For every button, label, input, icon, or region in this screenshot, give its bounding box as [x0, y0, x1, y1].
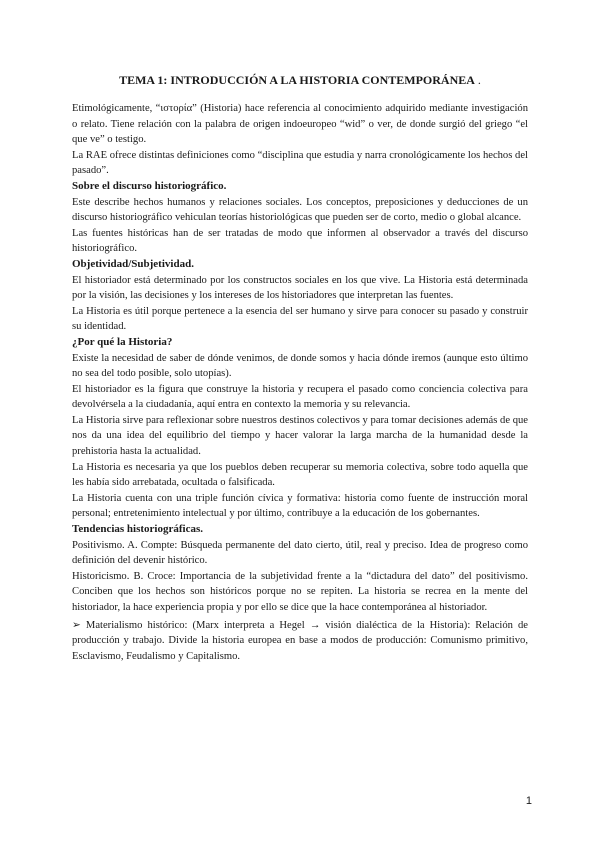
page-number: 1: [525, 795, 532, 807]
porque-paragraph-5: La Historia cuenta con una triple función cívica y formativa: historia como fuente de instrucción moral personal; entretenimiento intelectual y por último, contribuye a la educación de los gobernantes.: [72, 492, 528, 520]
porque-paragraph-3: La Historia sirve para reflexionar sobre nuestros destinos colectivos y para tomar decisiones además de que nos da una idea del equilibrio del tiempo y hacer valorar la larga marcha de la humanidad desde la prehistoria hasta la actualidad.: [72, 414, 528, 458]
discurso-paragraph-2: Las fuentes históricas han de ser tratadas de modo que informen al observador a través del discurso historiográfico.: [72, 227, 528, 255]
intro-paragraph-2: La RAE ofrece distintas definiciones como “disciplina que estudia y narra cronológicamente los hechos del pasado”.: [72, 149, 528, 177]
tendencias-paragraph-positivismo: Positivismo. A. Compte: Búsqueda permanente del dato cierto, útil, real y preciso. Idea de progreso como definición del devenir histórico.: [72, 539, 528, 567]
intro-paragraph-1: Etimológicamente, “ιστορία” (Historia) hace referencia al conocimiento adquirido mediante investigación o relato. Tiene relación con la palabra de origen indoeuropeo “wid” o ver, de donde surgió del griego “el que ve” o testigo.: [72, 103, 528, 146]
tendencias-paragraph-materialismo: ➢ Materialismo histórico: (Marx interpreta a Hegel → visión dialéctica de la Historia): Relación de producción y trabajo. Divide la historia europea en base a modos de producción: Comunismo primitivo, Esclavismo, Feudalismo y Capitalismo.: [72, 619, 528, 662]
section-heading-tendencias: Tendencias historiográficas.: [72, 523, 203, 536]
document-title-text: TEMA 1: INTRODUCCIÓN A LA HISTORIA CONTEMPORÁNEA: [119, 73, 475, 87]
discurso-paragraph-1: Este describe hechos humanos y relaciones sociales. Los conceptos, preposiciones y deducciones de un discurso historiográfico vehiculan teorías historiológicas que pueden ser de corto, medio o global alcance.: [72, 196, 528, 224]
porque-paragraph-4: La Historia es necesaria ya que los pueblos deben recuperar su memoria colectiva, sobre todo aquella que les había sido arrebatada, ocultada o falsificada.: [72, 461, 528, 489]
porque-paragraph-2: El historiador es la figura que construye la historia y recupera el pasado como conciencia colectiva para devolvérsela a la ciudadanía, aquí entra en contexto la memoria y su relevancia.: [72, 383, 528, 411]
objetividad-paragraph-1: El historiador está determinado por los constructos sociales en los que vive. La Historia está determinada por la visión, las decisiones y los intereses de los historiadores que interpretan las fuentes.: [72, 274, 528, 302]
document-title-trailing: .: [474, 73, 481, 87]
section-heading-porque: ¿Por qué la Historia?: [72, 335, 173, 348]
porque-paragraph-1: Existe la necesidad de saber de dónde venimos, de donde somos y hacia dónde iremos (aunque esto último no sea del todo posible, solo utopías).: [72, 352, 528, 380]
document-title: [72, 72, 528, 88]
section-heading-objetividad: Objetividad/Subjetividad.: [72, 257, 194, 270]
section-heading-discurso: Sobre el discurso historiográfico.: [72, 179, 227, 192]
tendencias-paragraph-historicismo: Historicismo. B. Croce: Importancia de la subjetividad frente a la “dictadura del dato” del positivismo. Conciben que los hechos son históricos porque no se repiten. La historia se recrea en la mente del historiador, la hace experiencia propia y por ello se dice que la hace contemporánea al historiador.: [72, 570, 528, 613]
document-body: [72, 101, 528, 664]
objetividad-paragraph-2: La Historia es útil porque pertenece a la esencia del ser humano y sirve para conocer su pasado y construir su identidad.: [72, 305, 528, 333]
